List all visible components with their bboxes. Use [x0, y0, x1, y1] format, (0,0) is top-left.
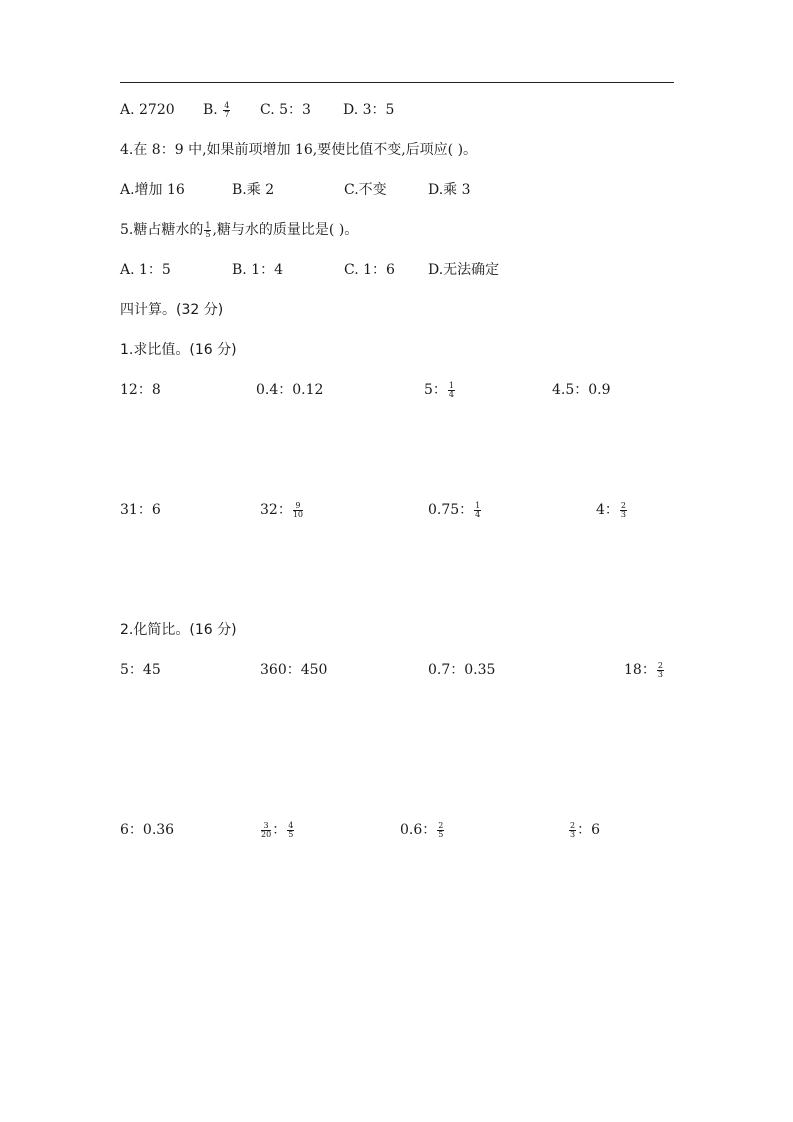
fraction: $\frac{3}{20}$ [261, 820, 272, 839]
q5-option-a: A. 1：5 [120, 262, 171, 278]
expr-1-6: 32： $\frac{9}{10}$ [260, 500, 304, 519]
q5-option-d: D.无法确定 [428, 262, 500, 278]
fraction: $\frac{4}{7}$ [224, 100, 230, 119]
expr-2-5: 6：0.36 [120, 822, 175, 838]
expr-1-3: 5： $\frac{1}{4}$ [424, 380, 455, 399]
expr-2-1: 5：45 [120, 662, 161, 678]
expr-2-3: 0.7：0.35 [428, 662, 496, 678]
fraction: $\frac{2}{3}$ [657, 660, 663, 679]
q3-option-a: A. 2720 [120, 102, 175, 118]
fraction: $\frac{2}{3}$ [570, 820, 576, 839]
expr-1-1: 12：8 [120, 382, 161, 398]
q4-option-b: B.乘 2 [232, 182, 275, 198]
expr-2-4: 18： $\frac{2}{3}$ [624, 660, 663, 679]
header-rule [120, 82, 674, 83]
expr-1-7: 0.75： $\frac{1}{4}$ [428, 500, 481, 519]
expr-2-6: $\frac{3}{20}$ ： $\frac{4}{5}$ [261, 820, 294, 839]
expr-1-8: 4： $\frac{2}{3}$ [596, 500, 627, 519]
q4-option-c: C.不变 [344, 182, 387, 198]
fraction: $\frac{1}{5}$ [205, 220, 211, 239]
fraction: $\frac{1}{4}$ [448, 380, 455, 399]
fraction: $\frac{4}{5}$ [288, 820, 294, 839]
part-2-title: 2.化简比。(16 分) [120, 622, 237, 638]
question-5: 5.糖占糖水的 $\frac{1}{5}$ ,糖与水的质量比是( )。 [120, 220, 359, 239]
q3-option-b: B. $\frac{4}{7}$ [203, 100, 230, 119]
q3-option-c: C. 5：3 [260, 102, 311, 118]
q4-option-d: D.乘 3 [428, 182, 471, 198]
question-4: 4.在 8：9 中,如果前项增加 16,要使比值不变,后项应( )。 [120, 142, 478, 158]
fraction: $\frac{2}{5}$ [438, 820, 444, 839]
expr-2-2: 360：450 [260, 662, 328, 678]
section-4-title: 四计算。(32 分) [120, 302, 224, 318]
fraction: $\frac{2}{3}$ [620, 500, 627, 519]
part-1-title: 1.求比值。(16 分) [120, 342, 237, 358]
fraction: $\frac{9}{10}$ [292, 500, 304, 519]
fraction: $\frac{1}{4}$ [475, 500, 481, 519]
q5-option-b: B. 1：4 [232, 262, 284, 278]
expr-2-8: $\frac{2}{3}$ ：6 [570, 820, 601, 839]
expr-1-4: 4.5：0.9 [552, 382, 611, 398]
q5-option-c: C. 1：6 [344, 262, 395, 278]
expr-1-2: 0.4：0.12 [256, 382, 324, 398]
expr-1-5: 31：6 [120, 502, 161, 518]
q4-option-a: A.增加 16 [120, 182, 185, 198]
q3-option-d: D. 3：5 [343, 102, 395, 118]
expr-2-7: 0.6： $\frac{2}{5}$ [400, 820, 444, 839]
